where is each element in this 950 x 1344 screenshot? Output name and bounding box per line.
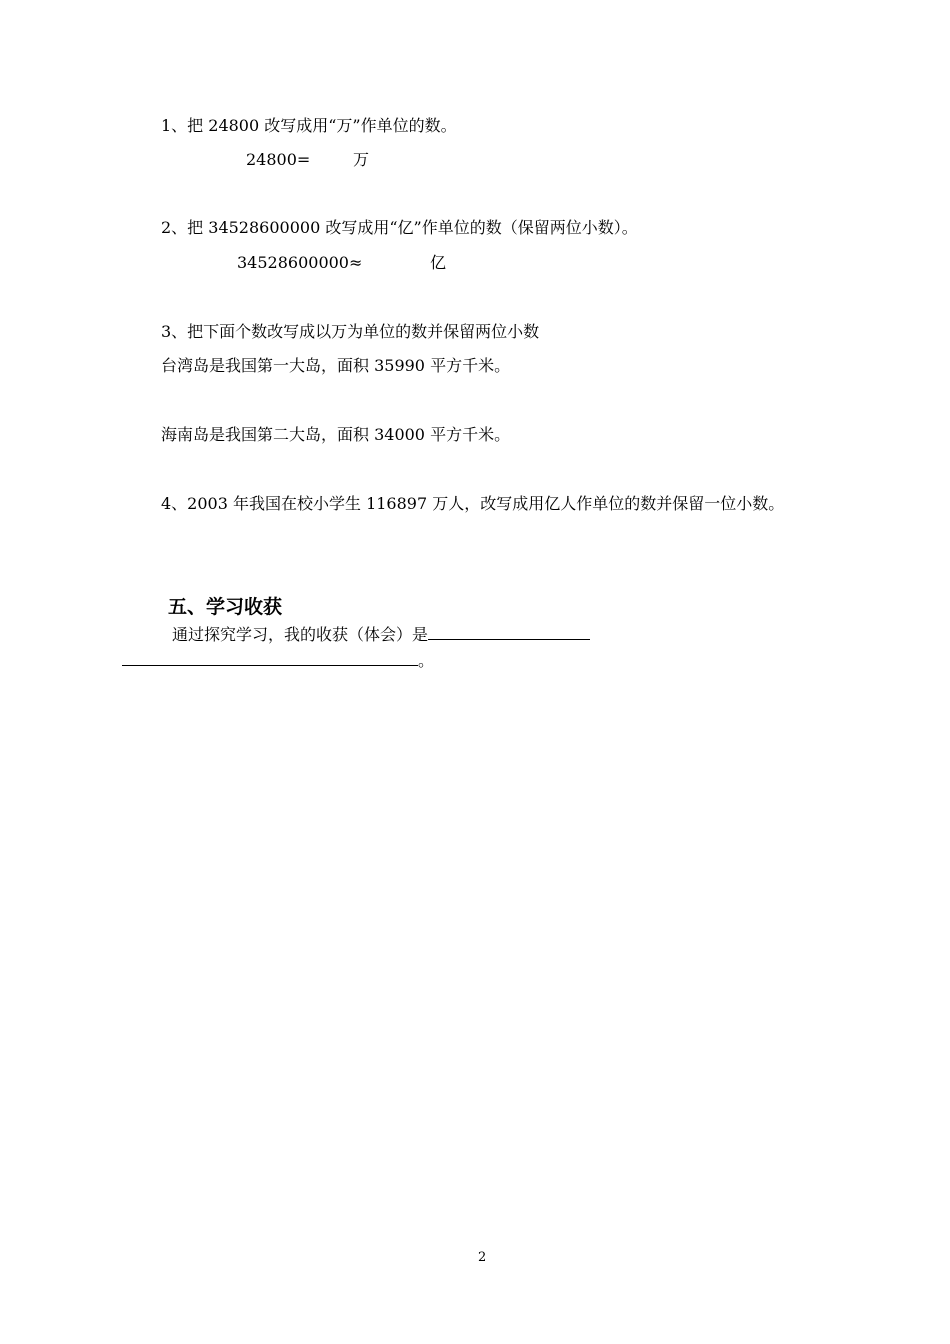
section-5-text: 通过探究学习，我的收获（体会）是	[172, 625, 429, 644]
page-number: 2	[478, 1250, 487, 1265]
section-5-second-line	[122, 649, 434, 671]
section-5-title: 五、学习收获	[168, 596, 283, 618]
question-4-prompt: 4、2003 年我国在校小学生 116897 万人，改写成用亿人作单位的数并保留一位小数。	[161, 494, 785, 513]
question-3-item-2: 海南岛是我国第二大岛，面积 34000 平方千米。	[161, 425, 511, 444]
question-2-prompt: 2、把 34528600000 改写成用“亿”作单位的数（保留两位小数）。	[161, 218, 638, 237]
question-1-unit: 万	[353, 150, 370, 169]
section-5-text-line	[172, 623, 590, 645]
question-1-prompt: 1、把 24800 改写成用“万”作单位的数。	[161, 116, 457, 135]
question-2-expression: 34528600000≈	[237, 253, 363, 272]
answer-blank-2[interactable]	[122, 649, 418, 666]
answer-blank-1[interactable]	[428, 623, 590, 640]
question-3-item-1: 台湾岛是我国第一大岛，面积 35990 平方千米。	[161, 356, 511, 375]
section-5-end-mark: 。	[418, 651, 435, 670]
question-2-unit: 亿	[430, 253, 447, 272]
question-3-prompt: 3、把下面个数改写成以万为单位的数并保留两位小数	[161, 322, 540, 341]
question-1-expression: 24800=	[246, 150, 311, 169]
